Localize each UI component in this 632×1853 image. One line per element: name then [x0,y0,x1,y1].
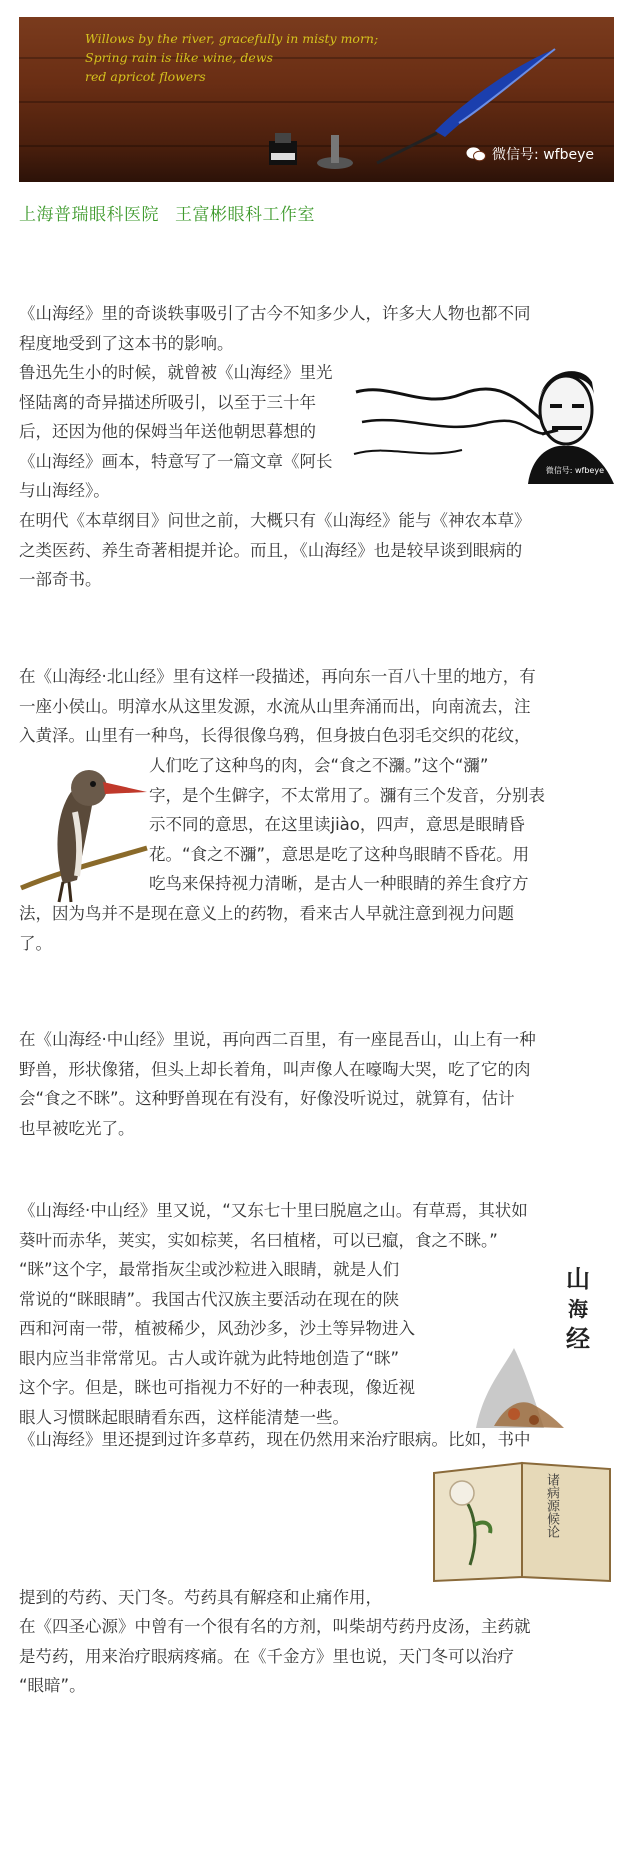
paragraph-2: 鲁迅先生小的时候，就曾被《山海经》里光 怪陆离的奇异描述所吸引，以至于三十年 后，还因为他的保姆当年送他朝思暮想的 《山海经》画本，特意写了一篇文章《阿长 与山海经》。 [19,363,333,500]
paragraph-4-body: 人们吃了这种鸟的肉，会“食之不瀰。”这个“瀰” 字，是个生僻字，不太常用了。瀰有三个发音，分别表 示不同的意思，在这里读jiào，四声，意思是眼睛昏 花。“食之不瀰”，意思是吃了这种鸟眼睛不昏花。用 吃鸟来保持视力清晰，是古人一种眼睛的养生食疗方 [149,756,545,893]
book-title: 诸病源候论 [544,1473,559,1538]
paragraph-6-intro: 《山海经·中山经》里又说，“又东七十里曰脱扈之山。有草焉，其状如 葵叶而赤华，荚实，实如棕荚，名曰植楮，可以已癙，食之不眯。” [19,1201,528,1250]
paragraph-1: 《山海经》里的奇谈轶事吸引了古今不知多少人，许多大人物也都不同 程度地受到了这本书的影响。 [19,304,531,353]
paragraph-7-body: 提到的芍药、天门冬。芍药具有解痉和止痛作用， [19,1588,382,1607]
ink-bottle-icon [259,127,359,172]
paragraph-4-intro: 在《山海经·北山经》里有这样一段描述，再向东一百八十里的地方，有 一座小侯山。明漳水从这里发源，水流从山里奔涌而出，向南流去，注 入黄泽。山里有一种鸟，长得很像乌鸦，但身披白色羽毛交织的花纹， [19,667,536,745]
paragraph-7-end: 在《四圣心源》中曾有一个很有名的方剂，叫柴胡芍药丹皮汤，主药就 是芍药，用来治疗眼病疼痛。在《千金方》里也说，天门冬可以治疗 “眼暗”。 [19,1617,531,1695]
banner-poem: Willows by the river, gracefully in misty morn; Spring rain is like wine, dews red apricot flowers [85,31,379,84]
hospital-name: 上海普瑞眼科医院 [19,205,159,225]
shanhaijing-illustration [474,1258,614,1438]
open-book-icon [430,1455,614,1585]
ancient-book-image [430,1455,614,1585]
ink-landscape-icon [474,1258,614,1438]
wechat-id: 微信号: wfbeye [466,144,594,164]
paragraph-5: 在《山海经·中山经》里说，再向西二百里，有一座昆吾山，山上有一种 野兽，形状像猪，但头上却长着角，叫声像人在嚎啕大哭，吃了它的肉 会“食之不眯”。这种野兽现在有没有，好像没听说过，就算有，估计 也早被吃光了。 [19,1030,536,1138]
shanhaijing-title: 山 海 经 [566,1264,590,1353]
studio-name: 王富彬眼科工作室 [175,205,315,225]
paragraph-4-end: 法，因为鸟并不是现在意义上的药物，看来古人早就注意到视力问题 了。 [19,904,514,953]
bird-icon [19,752,149,904]
paragraph-3: 在明代《本草纲目》问世之前，大概只有《山海经》能与《神农本草》 之类医药、养生奇著相提并论。而且，《山海经》也是较早谈到眼病的 一部奇书。 [19,511,531,589]
paragraph-7-intro: 《山海经》里还提到过许多草药，现在仍然用来治疗眼病。比如，书中 [19,1430,531,1449]
header-banner [19,17,614,182]
author-line [19,200,315,225]
luxun-portrait-image [352,364,614,484]
paragraph-6-body: “眯”这个字，最常指灰尘或沙粒进入眼睛，就是人们 常说的“眯眼睛”。我国古代汉族主要活动在现在的陕 西和河南一带，植被稀少，风劲沙多，沙土等异物进入 眼内应当非常常见。古人或许就为此特地创造了“眯” 这个字。但是，眯也可指视力不好的一种表现，像近视 眼人习惯眯起眼睛看东西，这样能清楚一些。 [19,1260,415,1427]
wechat-icon [466,146,486,162]
luxun-watermark: 微信号: wfbeye [545,466,604,475]
kingfisher-bird-image [19,752,149,904]
